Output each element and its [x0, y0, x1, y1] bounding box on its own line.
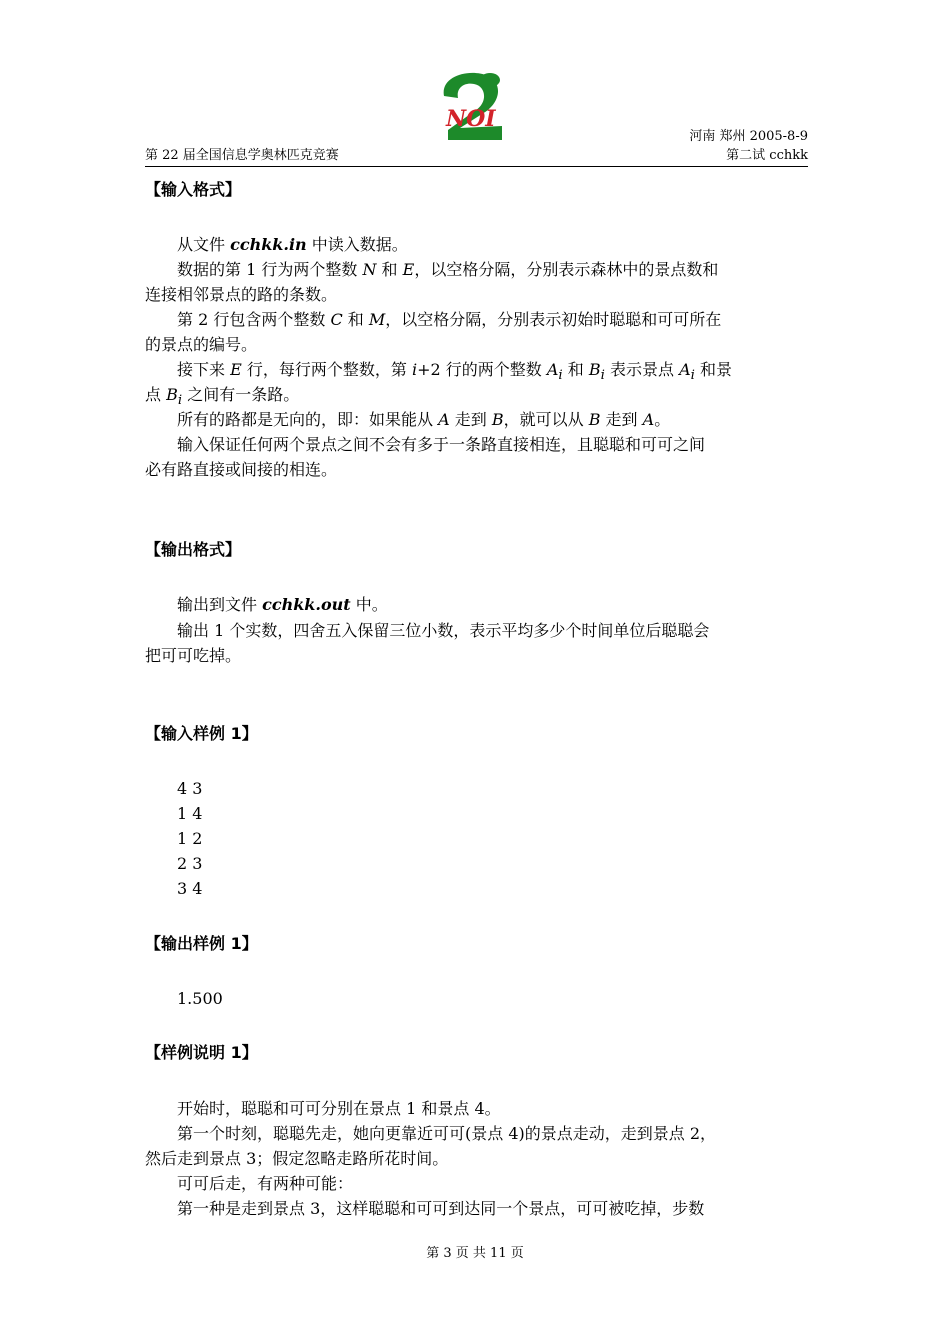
sample-input-line: 2 3: [177, 854, 203, 873]
sample-input-line: 3 4: [177, 879, 203, 898]
sample-input-line: 4 3: [177, 779, 203, 798]
explain-line-1: 开始时，聪聪和可可分别在景点 1 和景点 4。: [177, 1099, 501, 1118]
explain-line-5: 第一种是走到景点 3，这样聪聪和可可到达同一个景点，可可被吃掉，步数: [177, 1199, 705, 1218]
output-line-1: 输出到文件 cchkk.out 中。: [177, 595, 388, 614]
header-rule: [145, 166, 808, 167]
explain-line-3: 然后走到景点 3；假定忽略走路所花时间。: [145, 1149, 449, 1168]
input-line-2: 数据的第 1 行为两个整数 N 和 E，以空格分隔，分别表示森林中的景点数和: [177, 260, 719, 279]
output-format-heading: 【输出格式】: [145, 540, 242, 559]
input-line-6: 接下来 E 行，每行两个整数，第 i+2 行的两个整数 $A_i$ 和 $B_i$ 表示景点 $A_i$ 和景: [177, 360, 733, 384]
logo-text: NOI: [446, 106, 496, 132]
header-round: 第二试 cchkk: [726, 148, 808, 163]
noi-logo: [430, 66, 520, 142]
input-line-3: 连接相邻景点的路的条数。: [145, 285, 338, 304]
input-line-8: 所有的路都是无向的，即：如果能从 A 走到 B，就可以从 B 走到 A。: [177, 410, 671, 429]
page-number: 第 3 页 共 11 页: [426, 1246, 524, 1261]
sample-input-line: 1 4: [177, 804, 203, 823]
input-line-9: 输入保证任何两个景点之间不会有多于一条路直接相连，且聪聪和可可之间: [177, 435, 706, 454]
sample-output-value: 1.500: [177, 989, 223, 1008]
output-line-3: 把可可吃掉。: [145, 646, 242, 665]
input-line-5: 的景点的编号。: [145, 335, 258, 354]
input-format-heading: 【输入格式】: [145, 180, 242, 199]
explain-line-4: 可可后走，有两种可能：: [177, 1174, 354, 1193]
input-line-7: 点 $B_i$ 之间有一条路。: [145, 385, 300, 409]
input-line-10: 必有路直接或间接的相连。: [145, 460, 338, 479]
output-line-2: 输出 1 个实数，四舍五入保留三位小数，表示平均多少个时间单位后聪聪会: [177, 621, 710, 640]
sample-input-line: 1 2: [177, 829, 203, 848]
input-line-1: 从文件 cchkk.in 中读入数据。: [177, 235, 408, 254]
input-line-4: 第 2 行包含两个整数 C 和 M，以空格分隔，分别表示初始时聪聪和可可所在: [177, 310, 722, 329]
sample-explain-heading: 【样例说明 1】: [145, 1043, 258, 1062]
sample-input-heading: 【输入样例 1】: [145, 724, 258, 743]
explain-line-2: 第一个时刻，聪聪先走，她向更靠近可可(景点 4)的景点走动，走到景点 2，: [177, 1124, 717, 1143]
header-location: 河南 郑州 2005-8-9: [689, 129, 808, 144]
header-contest: 第 22 届全国信息学奥林匹克竞赛: [145, 148, 339, 163]
sample-output-heading: 【输出样例 1】: [145, 934, 258, 953]
